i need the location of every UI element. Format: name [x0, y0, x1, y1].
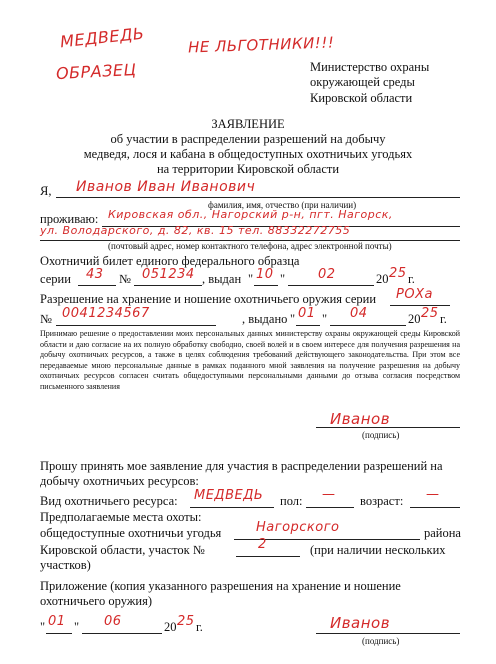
ticket-year: 25	[389, 266, 407, 281]
permit-number-underline	[56, 325, 216, 326]
signature-underline-2	[316, 633, 460, 634]
permit-year: 25	[421, 306, 439, 321]
residing-label: проживаю:	[40, 212, 99, 226]
sex-underline	[306, 507, 354, 508]
permit-quote-open: "	[290, 312, 296, 326]
applicant-name: Иванов Иван Иванович	[76, 179, 256, 195]
address-caption: (почтовый адрес, номер контактного телефона, адрес электронной почты)	[108, 241, 392, 251]
permit-issued-label: , выдано	[242, 312, 288, 326]
signature-1: Иванов	[330, 410, 391, 428]
address-line-1: Кировская обл., Нагорский р-н, пгт. Нагорск,	[108, 208, 393, 221]
ticket-number: 051234	[142, 267, 195, 282]
age-label: возраст:	[360, 494, 404, 508]
ticket-month-underline	[288, 285, 374, 286]
permit-month: 04	[350, 306, 368, 321]
i-label: Я,	[40, 184, 52, 198]
ministry-line-3: Кировской области	[310, 91, 413, 105]
plots-note: (при наличии нескольких	[310, 543, 446, 557]
date-month: 06	[104, 614, 122, 629]
handwritten-sample: ОБРАЗЕЦ	[55, 59, 137, 84]
ticket-day: 10	[256, 267, 274, 282]
ticket-series: 43	[86, 267, 104, 282]
date-month-underline	[82, 633, 162, 634]
plots-note-2: участков)	[40, 558, 91, 572]
request-line-2: добычу охотничьих ресурсов:	[40, 474, 199, 488]
sex-value: —	[322, 487, 336, 502]
region-label: Кировской области, участок №	[40, 543, 205, 557]
title-line-4: на территории Кировской области	[156, 162, 340, 176]
date-quote-close: "	[74, 620, 80, 634]
permit-series: РОХа	[396, 287, 433, 302]
title-line-3: медведя, лося и кабана в общедоступных охотничьих угодьях	[83, 147, 413, 161]
permit-label: Разрешение на хранение и ношение охотничьего оружия серии	[40, 292, 377, 306]
permit-year-prefix: 20	[408, 312, 421, 326]
permit-day-underline	[296, 325, 320, 326]
signature-caption-1: (подпись)	[362, 430, 400, 440]
permit-day: 01	[298, 306, 316, 321]
ticket-issued-label: , выдан	[202, 272, 242, 286]
sex-label: пол:	[280, 494, 303, 508]
request-line-1: Прошу принять мое заявление для участия в распределении разрешений на	[40, 459, 443, 473]
permit-year-suffix: г.	[440, 312, 447, 326]
handwritten-bear: МЕДВЕДЬ	[59, 23, 146, 52]
title-line-2: об участии в распределении разрешений на добычу	[110, 132, 386, 146]
plot-number: 2	[258, 537, 267, 552]
ticket-heading: Охотничий билет единого федерального образца	[40, 254, 300, 268]
consent-text: Принимаю решение о предоставлении моих персональных данных министерству охраны окружающей среды Кировской области и даю согласие на их полную обработку свободно, своей волей и в своем интересе для получения разрешения на добычу охотничьих ресурсов, а также в целях соблюдения требований действующего законодательства. При этом все передаваемые мною персональные данные в рамках поданного мной заявления на получение разрешения на добычу охотничьих ресурсов согласен считать общедоступными персональными данными до отзыва согласия посредством письменного заявления	[40, 329, 460, 391]
date-year-suffix: г.	[196, 620, 203, 634]
date-quote-open: "	[40, 620, 46, 634]
resource-label: Вид охотничьего ресурса:	[40, 494, 178, 508]
address-line-2: ул. Володарского, д. 82, кв. 15 тел. 88332272755	[40, 224, 351, 237]
plot-underline	[236, 556, 300, 557]
attachment-line-1: Приложение (копия указанного разрешения на хранение и ношение	[40, 579, 401, 593]
ticket-series-underline	[78, 285, 116, 286]
signature-2: Иванов	[330, 614, 391, 632]
ticket-year-prefix: 20	[376, 272, 389, 286]
resource-type: МЕДВЕДЬ	[194, 488, 264, 503]
ticket-year-suffix: г.	[408, 272, 415, 286]
ticket-number-underline	[134, 285, 202, 286]
date-day: 01	[48, 614, 66, 629]
ticket-month: 02	[318, 267, 336, 282]
handwritten-note: НЕ ЛЬГОТНИКИ!!!	[187, 33, 335, 57]
ticket-day-underline	[254, 285, 278, 286]
permit-quote-close: "	[322, 312, 328, 326]
district-label: района	[424, 526, 461, 540]
age-underline	[410, 507, 460, 508]
date-day-underline	[46, 633, 72, 634]
ticket-quote-open: "	[248, 272, 254, 286]
permit-number: 0041234567	[62, 306, 150, 321]
attachment-line-2: охотничьего оружия)	[40, 594, 153, 608]
permit-month-underline	[330, 325, 406, 326]
permit-series-underline	[390, 305, 450, 306]
grounds-label: общедоступные охотничьи угодья	[40, 526, 222, 540]
resource-underline	[190, 507, 274, 508]
age-value: —	[426, 487, 440, 502]
date-year-prefix: 20	[164, 620, 177, 634]
hunting-ground: Нагорского	[256, 520, 340, 535]
places-label: Предполагаемые места охоты:	[40, 510, 202, 524]
document-title: ЗАЯВЛЕНИЕ	[211, 117, 285, 131]
permit-number-label: №	[40, 312, 52, 326]
date-year: 25	[177, 614, 195, 629]
ministry-line-1: Министерство охраны	[310, 60, 430, 74]
ticket-number-label: №	[119, 272, 131, 286]
ticket-series-label: серии	[40, 272, 71, 286]
signature-caption-2: (подпись)	[362, 636, 400, 646]
ticket-quote-close: "	[280, 272, 286, 286]
name-caption: фамилия, имя, отчество (при наличии)	[208, 200, 357, 210]
ministry-line-2: окружающей среды	[310, 75, 415, 89]
name-underline	[56, 197, 460, 198]
